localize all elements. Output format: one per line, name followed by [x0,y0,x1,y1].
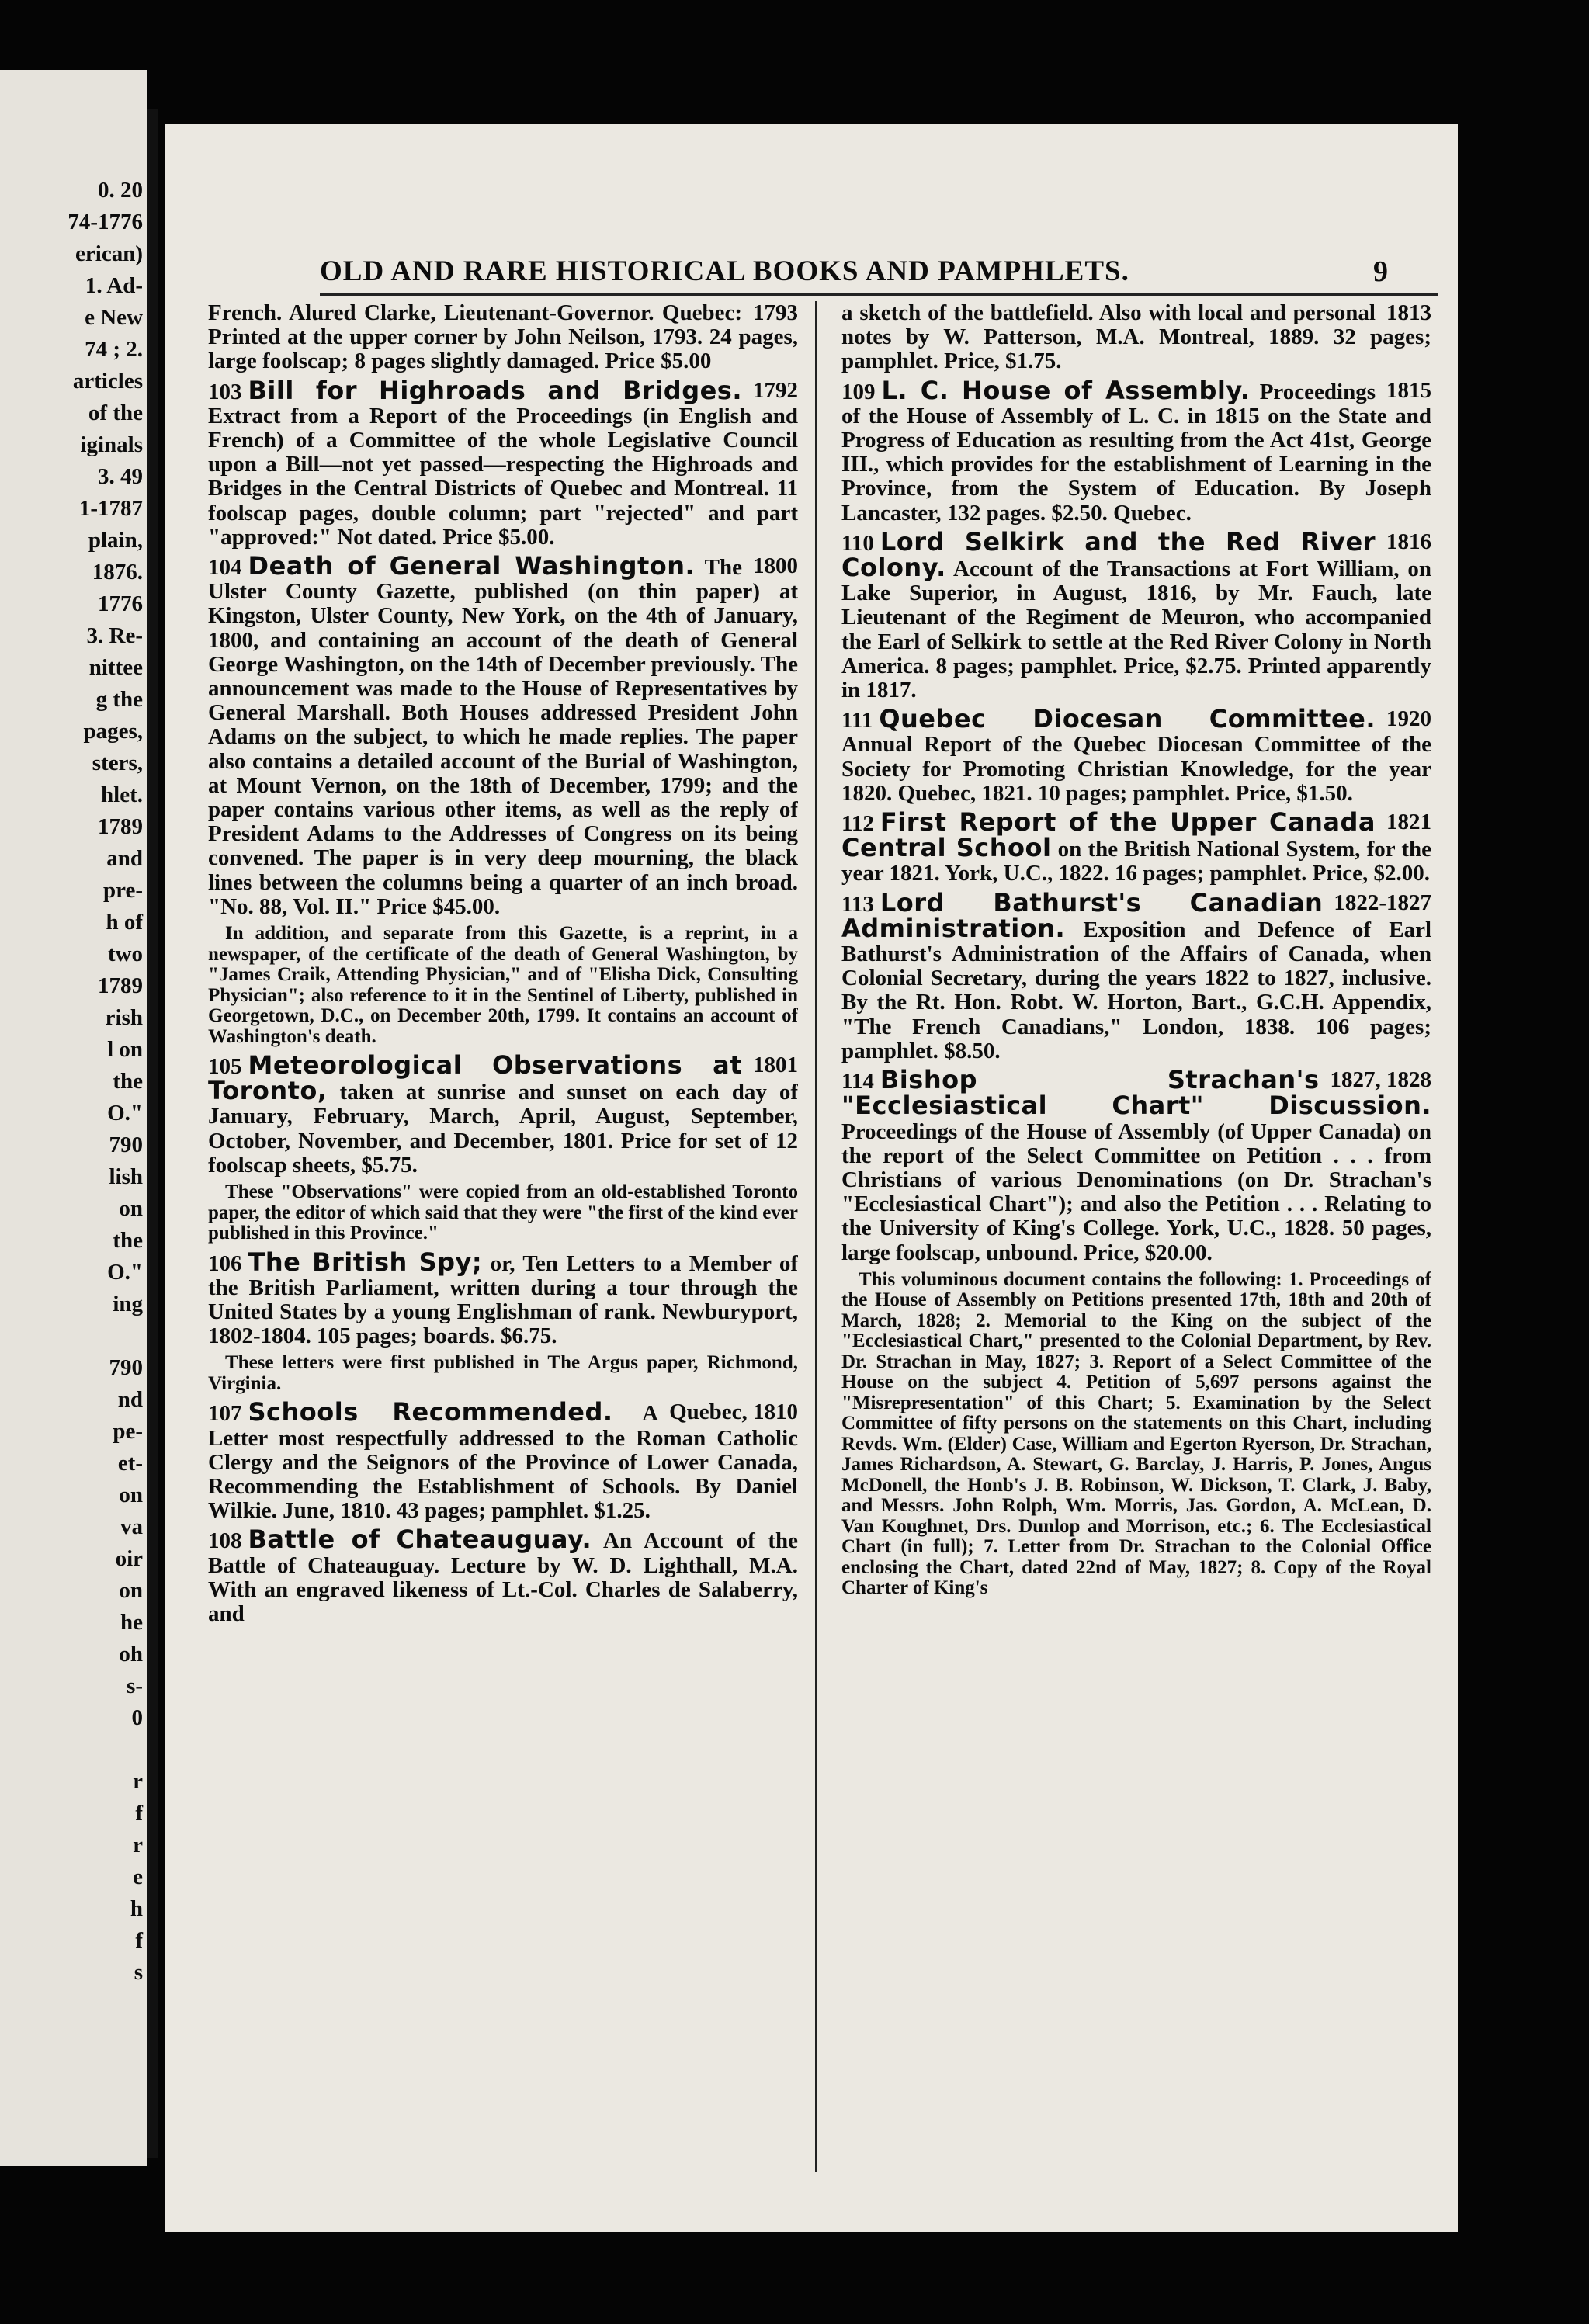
entry-title: Meteorological Observations at Toronto, [208,1050,742,1106]
previous-page-fragment: rish [105,1005,143,1030]
previous-page-fragment: h [130,1896,143,1921]
entry-body: Proceedings of the House of Assembly of L. C. in 1815 on the State and Progress of Education as resulting from the Act 41st, George III., which provides for the establishment of Learning in the Province, from the System of Education. By Joseph Lancaster, 132 pages. $2.50. Quebec. [841,379,1431,526]
entry-year: Quebec, 1810 [669,1400,798,1425]
previous-page-fragment: 1789 [98,973,143,998]
previous-page-fragment: oh [119,1642,143,1667]
entry-body: Exposition and Defence of Earl Bathurst's Administration of the Affairs of Canada, when Colonial Secretary, during the years 1822 to 1827, inclusive. By the Rt. Hon. Robt. W. Horton, Bart., G.C.H. Appendix, "The French Canadians," London, 1838. 106 pages; pamphlet. $8.50. [841,917,1431,1063]
continuation-text: French. Alured Clarke, Lieutenant-Governor. Quebec: Printed at the upper corner by John Neilson, 1793. 24 pages, large foolscap; 8 pages slightly damaged. Price $5.00 [208,301,798,374]
previous-page-fragment: on [119,1196,143,1221]
previous-page-fragment: articles [72,369,143,394]
previous-page-fragment: e New [85,305,143,330]
previous-page-fragment: et- [117,1451,143,1476]
entry-number: 108 [208,1528,242,1554]
previous-page-fragment: l on [107,1037,143,1062]
previous-page-fragment: pre- [102,878,143,903]
entry-number: 110 [841,530,874,556]
entry-title: L. C. House of Assembly. [881,375,1251,405]
entry-note: This voluminous document contains the following: 1. Proceedings of the House of Assembly on Petitions presented 17th, 18th and 20th of March, 1828; 2. Memorial to the King on the subject of the "Ecclesiastical Chart," presented to the Colonial Department, by Rev. Dr. Strachan in May, 1827; 3. Report of a Select Committee of the House on the subject 4. Petition of 5,697 persons against the "Misrepresentation" of this Chart; 5. Examination by the Select Committee of fifty persons on the statements on this Chart, including Revds. Wm. (Elder) Case, William and Egerton Ryerson, Dr. Strachan, James Richardson, A. Stewart, G. Barclay, J. Harris, P. Jones, Angus McDonell, the Honb's J. B. Robinson, W. Dickson, T. Clark, J. Baby, and Messrs. John Rolph, Wm. Morris, Jas. Gordon, A. McLean, D. Van Koughnet, Drs. Dunlop and Morrison, etc.; 6. The Ecclesiastical Chart (in full); 7. Letter from Dr. Strachan to the Colonial Office enclosing the Chart, dated 22nd of May, 1827; 8. Copy of the Royal Charter of King's [841,1268,1431,1599]
previous-page-fragment: 0 [131,1705,143,1730]
entry-year: 1816 [1386,529,1431,554]
entry-number: 113 [841,891,874,917]
entry-body: Account of the Transactions at Fort William, on Lake Superior, in August, 1816, by Mr. Fauch, late Lieutenant of the Regiment de Meuron, who accompanied the Earl of Selkirk to settle at the Red River Colony in North America. 8 pages; pamphlet. Price, $2.75. Printed apparently in 1817. [841,557,1431,703]
previous-page-fragment: sters, [92,751,143,775]
entry-title: The British Spy; [248,1247,483,1277]
previous-page-fragment: 1789 [98,814,143,839]
entry-number: 114 [841,1069,874,1094]
left-continuation [208,301,798,374]
catalog-entry [208,1524,798,1627]
entry-year: 1801 [753,1053,798,1078]
previous-page-fragment: 1-1787 [78,496,143,521]
previous-page-fragment: va [120,1514,143,1539]
previous-page-fragment: nittee [88,655,143,680]
entry-year: 1815 [1386,377,1431,403]
previous-page-fragment: s [134,1960,143,1985]
previous-page-fragment: 74 ; 2. [85,337,143,362]
entry-note: These "Observations" were copied from an old-established Toronto paper, the editor of which said that they were "the first of the kind ever published in this Province." [208,1181,798,1244]
previous-page-fragment: the [113,1228,143,1253]
entry-year: 1920 [1386,706,1431,732]
continuation-text: a sketch of the battlefield. Also with local and personal notes by W. Patterson, M.A. Montreal, 1889. 32 pages; pamphlet. Price, $1.75. [841,301,1431,374]
previous-page-fragment: 1876. [92,560,143,584]
catalog-entry [208,1397,798,1524]
catalog-entry [208,1247,798,1349]
previous-page-fragment: O." [107,1101,143,1126]
entry-year: 1822-1827 [1334,890,1431,915]
previous-page-fragment: erican) [75,241,143,266]
entry-number: 111 [841,708,873,734]
previous-page-fragment: h of [106,910,143,935]
previous-page-fragment: 74-1776 [68,210,143,234]
entry-note: These letters were first published in The Argus paper, Richmond, Virginia. [208,1352,798,1394]
previous-page-fragment: e [133,1864,143,1889]
entry-title: Battle of Chateauguay. [248,1524,592,1555]
entry-body: The Ulster County Gazette, published (on thin paper) at Kingston, Ulster County, New York, on the 4th of January, 1800, and containing an account of the death of General George Washington, on the 14th of December previously. The announcement was made to the House of Representatives by General Marshall. Both Houses addressed President John Adams on the subject, to which he made replies. The paper also contains a detailed account of the Burial of Washington, at Mount Vernon, on the 18th of December, 1799; and the paper contains various other items, as well as the reply of President Adams to the Addresses of Congress on its being convened. The paper is in very deep mourning, the black lines between the columns being a quarter of an inch broad. "No. 88, Vol. II." Price $45.00. [208,555,798,919]
entry-number: 106 [208,1250,242,1276]
previous-page-fragment: two [107,942,143,966]
previous-page-fragment: f [135,1801,143,1826]
catalog-entry [841,887,1431,1063]
right-column [841,301,1431,2180]
previous-page-fragment: the [113,1069,143,1094]
entry-year: 1827, 1828 [1330,1067,1431,1093]
previous-page-fragment: iginals [80,432,143,457]
previous-page-fragment: ing [113,1292,143,1316]
gutter-divider [147,109,158,2158]
previous-page-fragment: oir [115,1546,143,1571]
header-rule [320,293,1438,296]
entry-number: 112 [841,811,874,837]
entry-title: Schools Recommended. [248,1397,613,1427]
catalog-entry [208,551,798,919]
previous-page-fragment: 790 [109,1133,143,1157]
entry-note: In addition, and separate from this Gazette, is a reprint, in a newspaper, of the certificate of the death of General Washington, by "James Craik, Attending Physician," and of "Elisha Dick, Consulting Physician"; also reference to it in the Sentinel of Liberty, published in Georgetown, D.C., on December 20th, 1799. It contains an account of Washington's death. [208,923,798,1047]
previous-page-fragment: 1776 [98,591,143,616]
entry-year: 1821 [1386,810,1431,835]
entry-body: taken at sunrise and sunset on each day of January, February, March, April, August, September, October, November, and December, 1801. Price for set of 12 foolscap sheets, $5.75. [208,1080,798,1178]
previous-page-fragment: 790 [109,1355,143,1380]
entry-body: An Account of the Battle of Chateauguay. Lecture by W. D. Lighthall, M.A. With an engraved likeness of Lt.-Col. Charles de Salaberry, and [208,1528,798,1627]
column-divider [815,301,817,2172]
entry-title: Quebec Diocesan Committee. [879,704,1376,734]
entry-year: 1792 [753,377,798,403]
entry-number: 103 [208,379,242,404]
entry-title: Lord Selkirk and the Red River Colony. [841,526,1376,583]
entry-body: Proceedings of the House of Assembly (of Upper Canada) on the report of the Select Committee on Petition . . . from Christians of various Denominations (on Dr. Strachan's "Ecclesiastical Chart"); and also the Petition . . . Relating to the University of King's College. York, U.C., 1828. 50 pages, large foolscap, unbound. Price, $20.00. [841,1119,1431,1265]
previous-page-fragment: 3. Re- [86,623,143,648]
continuation-year: 1813 [1386,301,1431,325]
previous-page-fragment: 3. 49 [98,464,143,489]
catalog-entry [841,704,1431,806]
catalog-entry [841,1065,1431,1265]
catalog-entry [208,1050,798,1178]
previous-page-fragment: pages, [83,719,143,744]
running-head: OLD AND RARE HISTORICAL BOOKS AND PAMPHLETS. [320,255,1129,287]
page-number: 9 [1373,255,1388,288]
previous-page-fragment: plain, [88,528,143,553]
previous-page-fragment: r [133,1769,143,1794]
entry-title: Lord Bathurst's Canadian Administration. [841,887,1324,943]
previous-page-fragment: nd [117,1387,143,1412]
entry-title: Bill for Highroads and Bridges. [248,375,742,405]
previous-page-fragment: and [106,846,143,871]
entry-title: Bishop Strachan's "Ecclesiastical Chart" Discussion. [841,1065,1431,1121]
catalog-page [165,124,1458,2232]
entry-body: on the British National System, for the year 1821. York, U.C., 1822. 16 pages; pamphlet. Price, $2.00. [841,837,1431,886]
catalog-entry [841,526,1431,703]
entry-body: A Letter most respectfully addressed to the Roman Catholic Clergy and the Seignors of the Province of Lower Canada, Recommending the Establishment of Schools. By Daniel Wilkie. June, 1810. 43 pages; pamphlet. $1.25. [208,1401,798,1524]
previous-page-fragment: pe- [113,1419,143,1444]
entry-number: 107 [208,1401,242,1427]
left-entries [208,375,798,1627]
catalog-entry [841,807,1431,886]
previous-page-edge [0,70,147,2166]
catalog-entry [208,375,798,550]
catalog-entry [841,375,1431,526]
previous-page-fragment: on [119,1483,143,1507]
entry-year: 1800 [753,553,798,579]
entry-number: 109 [841,379,876,404]
entry-body: Extract from a Report of the Proceedings (in English and French) of a Committee of the whole Legislative Council upon a Bill—not yet passed—respecting the Highroads and Bridges in the Central Districts of Quebec and Montreal. 11 foolscap pages, double column; part "rejected" and part "approved:" Not dated. Price $5.00. [208,403,798,550]
left-column [208,301,798,2180]
previous-page-fragment: 1. Ad- [85,273,143,298]
previous-page-fragment: O." [107,1260,143,1285]
previous-page-fragment: lish [109,1164,143,1189]
right-entries [841,375,1431,1599]
previous-page-fragment: g the [95,687,143,712]
right-continuation [841,301,1431,374]
previous-page-fragment: 0. 20 [98,178,143,203]
entry-number: 104 [208,555,242,581]
entry-title: First Report of the Upper Canada Central School [841,807,1376,863]
previous-page-fragment: s- [127,1674,143,1698]
entry-body: or, Ten Letters to a Member of the British Parliament, written during a tour through the United States by a young Englishman of rank. Newburyport, 1802-1804. 105 pages; boards. $6.75. [208,1250,798,1349]
previous-page-fragment: f [135,1928,143,1953]
previous-page-fragment: on [119,1578,143,1603]
previous-page-fragment: r [133,1833,143,1857]
previous-page-fragment: he [120,1610,143,1635]
continuation-year: 1793 [753,301,798,325]
entry-number: 105 [208,1054,242,1080]
previous-page-fragment: hlet. [101,782,143,807]
previous-page-fragment: of the [88,401,143,425]
entry-title: Death of General Washington. [248,551,696,581]
entry-body: Annual Report of the Quebec Diocesan Committee of the Society for Promoting Christian Knowledge, for the year 1820. Quebec, 1821. 10 pages; pamphlet. Price, $1.50. [841,732,1431,806]
